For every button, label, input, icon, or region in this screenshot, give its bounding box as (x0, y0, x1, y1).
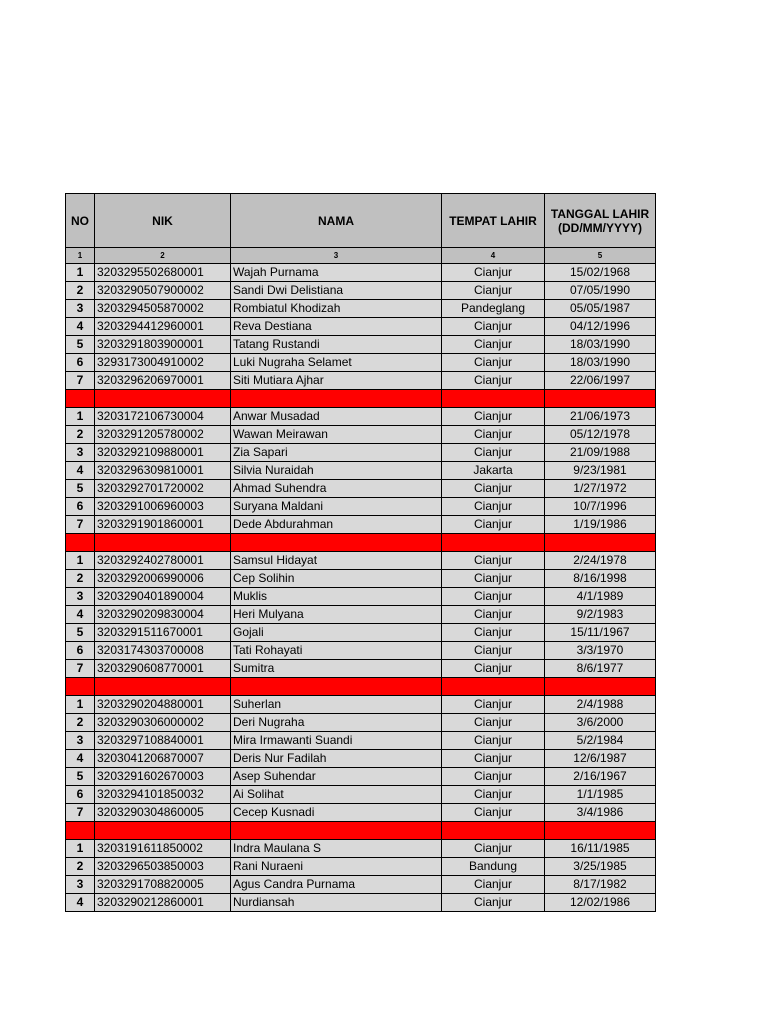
row-number-cell[interactable]: 5 (66, 480, 95, 498)
row-number-cell[interactable]: 3 (66, 732, 95, 750)
row-number-cell[interactable]: 1 (66, 408, 95, 426)
tempat-lahir-cell[interactable]: Cianjur (442, 768, 545, 786)
tanggal-lahir-cell[interactable]: 5/2/1984 (545, 732, 656, 750)
nik-cell[interactable]: 3203291006960003 (95, 498, 231, 516)
nik-cell[interactable]: 3203290204880001 (95, 696, 231, 714)
table-row (66, 840, 656, 858)
nama-cell[interactable]: Samsul Hidayat (231, 552, 442, 570)
tanggal-lahir-cell[interactable]: 04/12/1996 (545, 318, 656, 336)
group-separator-row (66, 390, 656, 408)
table-row (66, 624, 656, 642)
tempat-lahir-cell[interactable]: Cianjur (442, 354, 545, 372)
nik-cell[interactable]: 3203292402780001 (95, 552, 231, 570)
nik-cell[interactable]: 3203291803900001 (95, 336, 231, 354)
row-number-cell[interactable]: 4 (66, 606, 95, 624)
tanggal-lahir-cell[interactable]: 9/2/1983 (545, 606, 656, 624)
nik-cell[interactable]: 3203191611850002 (95, 840, 231, 858)
row-number-cell[interactable]: 5 (66, 336, 95, 354)
nama-cell[interactable]: Ahmad Suhendra (231, 480, 442, 498)
table-row (66, 264, 656, 282)
nik-cell[interactable]: 3203292701720002 (95, 480, 231, 498)
nik-cell[interactable]: 3203294505870002 (95, 300, 231, 318)
row-number-cell[interactable]: 3 (66, 300, 95, 318)
row-number-cell[interactable]: 2 (66, 714, 95, 732)
column-index-cell[interactable]: 3 (231, 248, 442, 264)
nama-cell[interactable]: Anwar Musadad (231, 408, 442, 426)
nik-cell[interactable]: 3203296206970001 (95, 372, 231, 390)
nik-cell[interactable]: 3203294101850032 (95, 786, 231, 804)
tanggal-lahir-cell[interactable]: 8/17/1982 (545, 876, 656, 894)
nik-cell[interactable]: 3203290401890004 (95, 588, 231, 606)
table-body (66, 264, 656, 912)
table-row (66, 354, 656, 372)
separator-cell[interactable] (545, 534, 656, 552)
row-number-cell[interactable]: 2 (66, 858, 95, 876)
table-row (66, 768, 656, 786)
nama-cell[interactable]: Gojali (231, 624, 442, 642)
table-row (66, 336, 656, 354)
separator-cell[interactable] (95, 390, 231, 408)
tanggal-lahir-cell[interactable]: 3/6/2000 (545, 714, 656, 732)
tanggal-lahir-cell[interactable]: 2/16/1967 (545, 768, 656, 786)
separator-cell[interactable] (95, 678, 231, 696)
row-number-cell[interactable]: 7 (66, 516, 95, 534)
tempat-lahir-cell[interactable]: Cianjur (442, 570, 545, 588)
separator-cell[interactable] (442, 390, 545, 408)
separator-cell[interactable] (95, 534, 231, 552)
nama-cell[interactable]: Reva Destiana (231, 318, 442, 336)
separator-cell[interactable] (231, 390, 442, 408)
row-number-cell[interactable]: 2 (66, 426, 95, 444)
nama-cell[interactable]: Agus Candra Purnama (231, 876, 442, 894)
tempat-lahir-cell[interactable]: Cianjur (442, 660, 545, 678)
tanggal-lahir-cell[interactable]: 21/09/1988 (545, 444, 656, 462)
separator-cell[interactable] (231, 534, 442, 552)
group-separator-row (66, 534, 656, 552)
separator-cell[interactable] (442, 678, 545, 696)
separator-cell[interactable] (95, 822, 231, 840)
nik-cell[interactable]: 3203172106730004 (95, 408, 231, 426)
row-number-cell[interactable]: 7 (66, 660, 95, 678)
group-separator-row (66, 678, 656, 696)
separator-cell[interactable] (66, 822, 95, 840)
nik-cell[interactable]: 3203292109880001 (95, 444, 231, 462)
tempat-lahir-cell[interactable]: Cianjur (442, 588, 545, 606)
row-number-cell[interactable]: 2 (66, 282, 95, 300)
tanggal-lahir-cell[interactable]: 2/4/1988 (545, 696, 656, 714)
table-row (66, 426, 656, 444)
table-row (66, 642, 656, 660)
table-row (66, 894, 656, 912)
separator-cell[interactable] (545, 390, 656, 408)
table-row (66, 480, 656, 498)
separator-cell[interactable] (66, 534, 95, 552)
table-header (66, 194, 656, 264)
tanggal-lahir-cell[interactable]: 10/7/1996 (545, 498, 656, 516)
header-nama[interactable]: NAMA (231, 194, 442, 248)
header-no[interactable]: NO (66, 194, 95, 248)
tempat-lahir-cell[interactable]: Jakarta (442, 462, 545, 480)
column-index-row (66, 248, 656, 264)
tanggal-lahir-cell[interactable]: 18/03/1990 (545, 354, 656, 372)
table-row (66, 570, 656, 588)
tempat-lahir-cell[interactable]: Cianjur (442, 444, 545, 462)
table-row (66, 732, 656, 750)
nama-cell[interactable]: Zia Sapari (231, 444, 442, 462)
tanggal-lahir-cell[interactable]: 2/24/1978 (545, 552, 656, 570)
table-row (66, 660, 656, 678)
table-row (66, 786, 656, 804)
nama-cell[interactable]: Cep Solihin (231, 570, 442, 588)
tanggal-lahir-cell[interactable]: 1/1/1985 (545, 786, 656, 804)
table-row (66, 282, 656, 300)
tanggal-lahir-cell[interactable]: 3/4/1986 (545, 804, 656, 822)
tempat-lahir-cell[interactable]: Cianjur (442, 336, 545, 354)
tanggal-lahir-cell[interactable]: 4/1/1989 (545, 588, 656, 606)
tanggal-lahir-cell[interactable]: 3/25/1985 (545, 858, 656, 876)
nik-cell[interactable]: 3203290306000002 (95, 714, 231, 732)
header-tanggal-lahir[interactable]: TANGGAL LAHIR (DD/MM/YYYY) (545, 194, 656, 248)
tempat-lahir-cell[interactable]: Cianjur (442, 894, 545, 912)
nik-cell[interactable]: 3293173004910002 (95, 354, 231, 372)
data-table (65, 193, 656, 912)
table-row (66, 750, 656, 768)
tanggal-lahir-cell[interactable]: 05/12/1978 (545, 426, 656, 444)
tempat-lahir-cell[interactable]: Cianjur (442, 714, 545, 732)
row-number-cell[interactable]: 5 (66, 768, 95, 786)
separator-cell[interactable] (66, 390, 95, 408)
table-row (66, 300, 656, 318)
row-number-cell[interactable]: 2 (66, 570, 95, 588)
tanggal-lahir-cell[interactable]: 8/16/1998 (545, 570, 656, 588)
tempat-lahir-cell[interactable]: Cianjur (442, 804, 545, 822)
tempat-lahir-cell[interactable]: Cianjur (442, 408, 545, 426)
row-number-cell[interactable]: 6 (66, 354, 95, 372)
tempat-lahir-cell[interactable]: Cianjur (442, 696, 545, 714)
nama-cell[interactable]: Deris Nur Fadilah (231, 750, 442, 768)
group-separator-row (66, 822, 656, 840)
nik-cell[interactable]: 3203290212860001 (95, 894, 231, 912)
tanggal-lahir-cell[interactable]: 12/6/1987 (545, 750, 656, 768)
nik-cell[interactable]: 3203291511670001 (95, 624, 231, 642)
tanggal-lahir-cell[interactable]: 18/03/1990 (545, 336, 656, 354)
tempat-lahir-cell[interactable]: Cianjur (442, 552, 545, 570)
table-row (66, 462, 656, 480)
tempat-lahir-cell[interactable]: Cianjur (442, 372, 545, 390)
tempat-lahir-cell[interactable]: Cianjur (442, 318, 545, 336)
table-row (66, 372, 656, 390)
nama-cell[interactable]: Wajah Purnama (231, 264, 442, 282)
nik-cell[interactable]: 3203297108840001 (95, 732, 231, 750)
tanggal-lahir-cell[interactable]: 8/6/1977 (545, 660, 656, 678)
nik-cell[interactable]: 3203290507900002 (95, 282, 231, 300)
tempat-lahir-cell[interactable]: Cianjur (442, 498, 545, 516)
tanggal-lahir-cell[interactable]: 3/3/1970 (545, 642, 656, 660)
separator-cell[interactable] (545, 678, 656, 696)
nik-cell[interactable]: 3203290209830004 (95, 606, 231, 624)
nama-cell[interactable]: Suryana Maldani (231, 498, 442, 516)
table-row (66, 498, 656, 516)
row-number-cell[interactable]: 7 (66, 372, 95, 390)
row-number-cell[interactable]: 7 (66, 804, 95, 822)
column-index-cell[interactable]: 2 (95, 248, 231, 264)
nama-cell[interactable]: Mira Irmawanti Suandi (231, 732, 442, 750)
nama-cell[interactable]: Asep Suhendar (231, 768, 442, 786)
nama-cell[interactable]: Sandi Dwi Delistiana (231, 282, 442, 300)
nik-cell[interactable]: 3203041206870007 (95, 750, 231, 768)
table-row (66, 588, 656, 606)
tanggal-lahir-cell[interactable]: 12/02/1986 (545, 894, 656, 912)
row-number-cell[interactable]: 3 (66, 588, 95, 606)
nik-cell[interactable]: 3203291602670003 (95, 768, 231, 786)
header-nik[interactable]: NIK (95, 194, 231, 248)
separator-cell[interactable] (66, 678, 95, 696)
row-number-cell[interactable]: 4 (66, 894, 95, 912)
table-row (66, 804, 656, 822)
nama-cell[interactable]: Luki Nugraha Selamet (231, 354, 442, 372)
nik-cell[interactable]: 3203294412960001 (95, 318, 231, 336)
tempat-lahir-cell[interactable]: Cianjur (442, 282, 545, 300)
table-row (66, 552, 656, 570)
column-index-cell[interactable]: 5 (545, 248, 656, 264)
separator-cell[interactable] (442, 534, 545, 552)
nik-cell[interactable]: 3203292006990006 (95, 570, 231, 588)
tanggal-lahir-cell[interactable]: 9/23/1981 (545, 462, 656, 480)
row-number-cell[interactable]: 1 (66, 840, 95, 858)
nama-cell[interactable]: Cecep Kusnadi (231, 804, 442, 822)
table-row (66, 408, 656, 426)
tanggal-lahir-cell[interactable]: 16/11/1985 (545, 840, 656, 858)
tempat-lahir-cell[interactable]: Cianjur (442, 750, 545, 768)
separator-cell[interactable] (231, 678, 442, 696)
column-index-cell[interactable]: 4 (442, 248, 545, 264)
nama-cell[interactable]: Heri Mulyana (231, 606, 442, 624)
nama-cell[interactable]: Rani Nuraeni (231, 858, 442, 876)
row-number-cell[interactable]: 6 (66, 498, 95, 516)
column-index-cell[interactable]: 1 (66, 248, 95, 264)
tanggal-lahir-cell[interactable]: 21/06/1973 (545, 408, 656, 426)
row-number-cell[interactable]: 1 (66, 696, 95, 714)
tempat-lahir-cell[interactable]: Cianjur (442, 480, 545, 498)
nama-cell[interactable]: Sumitra (231, 660, 442, 678)
tempat-lahir-cell[interactable]: Pandeglang (442, 300, 545, 318)
tempat-lahir-cell[interactable]: Cianjur (442, 606, 545, 624)
table-row (66, 858, 656, 876)
tempat-lahir-cell[interactable]: Cianjur (442, 426, 545, 444)
separator-cell[interactable] (442, 822, 545, 840)
nik-cell[interactable]: 3203291901860001 (95, 516, 231, 534)
tempat-lahir-cell[interactable]: Cianjur (442, 876, 545, 894)
separator-cell[interactable] (231, 822, 442, 840)
row-number-cell[interactable]: 4 (66, 750, 95, 768)
nama-cell[interactable]: Nurdiansah (231, 894, 442, 912)
row-number-cell[interactable]: 1 (66, 552, 95, 570)
header-row (66, 194, 656, 248)
nama-cell[interactable]: Silvia Nuraidah (231, 462, 442, 480)
row-number-cell[interactable]: 1 (66, 264, 95, 282)
row-number-cell[interactable]: 4 (66, 462, 95, 480)
nik-cell[interactable]: 3203295502680001 (95, 264, 231, 282)
nama-cell[interactable]: Ai Solihat (231, 786, 442, 804)
nama-cell[interactable]: Deri Nugraha (231, 714, 442, 732)
table-row (66, 606, 656, 624)
row-number-cell[interactable]: 6 (66, 642, 95, 660)
nama-cell[interactable]: Indra Maulana S (231, 840, 442, 858)
nama-cell[interactable]: Wawan Meirawan (231, 426, 442, 444)
tempat-lahir-cell[interactable]: Bandung (442, 858, 545, 876)
tanggal-lahir-cell[interactable]: 07/05/1990 (545, 282, 656, 300)
nama-cell[interactable]: Tatang Rustandi (231, 336, 442, 354)
row-number-cell[interactable]: 6 (66, 786, 95, 804)
table-row (66, 516, 656, 534)
nik-cell[interactable]: 3203296503850003 (95, 858, 231, 876)
table-row (66, 876, 656, 894)
nik-cell[interactable]: 3203290304860005 (95, 804, 231, 822)
nama-cell[interactable]: Rombiatul Khodizah (231, 300, 442, 318)
nama-cell[interactable]: Dede Abdurahman (231, 516, 442, 534)
tanggal-lahir-cell[interactable]: 15/11/1967 (545, 624, 656, 642)
nik-cell[interactable]: 3203291205780002 (95, 426, 231, 444)
nik-cell[interactable]: 3203291708820005 (95, 876, 231, 894)
tanggal-lahir-cell[interactable]: 1/27/1972 (545, 480, 656, 498)
tempat-lahir-cell[interactable]: Cianjur (442, 642, 545, 660)
table-row (66, 444, 656, 462)
tempat-lahir-cell[interactable]: Cianjur (442, 786, 545, 804)
nama-cell[interactable]: Tati Rohayati (231, 642, 442, 660)
tempat-lahir-cell[interactable]: Cianjur (442, 516, 545, 534)
tempat-lahir-cell[interactable]: Cianjur (442, 624, 545, 642)
tanggal-lahir-cell[interactable]: 05/05/1987 (545, 300, 656, 318)
row-number-cell[interactable]: 3 (66, 876, 95, 894)
row-number-cell[interactable]: 4 (66, 318, 95, 336)
row-number-cell[interactable]: 3 (66, 444, 95, 462)
tempat-lahir-cell[interactable]: Cianjur (442, 840, 545, 858)
table-row (66, 696, 656, 714)
tanggal-lahir-cell[interactable]: 22/06/1997 (545, 372, 656, 390)
table-row (66, 714, 656, 732)
table-row (66, 318, 656, 336)
nama-cell[interactable]: Muklis (231, 588, 442, 606)
nama-cell[interactable]: Suherlan (231, 696, 442, 714)
tempat-lahir-cell[interactable]: Cianjur (442, 264, 545, 282)
tanggal-lahir-cell[interactable]: 15/02/1968 (545, 264, 656, 282)
header-tempat-lahir[interactable]: TEMPAT LAHIR (442, 194, 545, 248)
tempat-lahir-cell[interactable]: Cianjur (442, 732, 545, 750)
separator-cell[interactable] (545, 822, 656, 840)
nama-cell[interactable]: Siti Mutiara Ajhar (231, 372, 442, 390)
nik-cell[interactable]: 3203296309810001 (95, 462, 231, 480)
row-number-cell[interactable]: 5 (66, 624, 95, 642)
tanggal-lahir-cell[interactable]: 1/19/1986 (545, 516, 656, 534)
nik-cell[interactable]: 3203290608770001 (95, 660, 231, 678)
nik-cell[interactable]: 3203174303700008 (95, 642, 231, 660)
